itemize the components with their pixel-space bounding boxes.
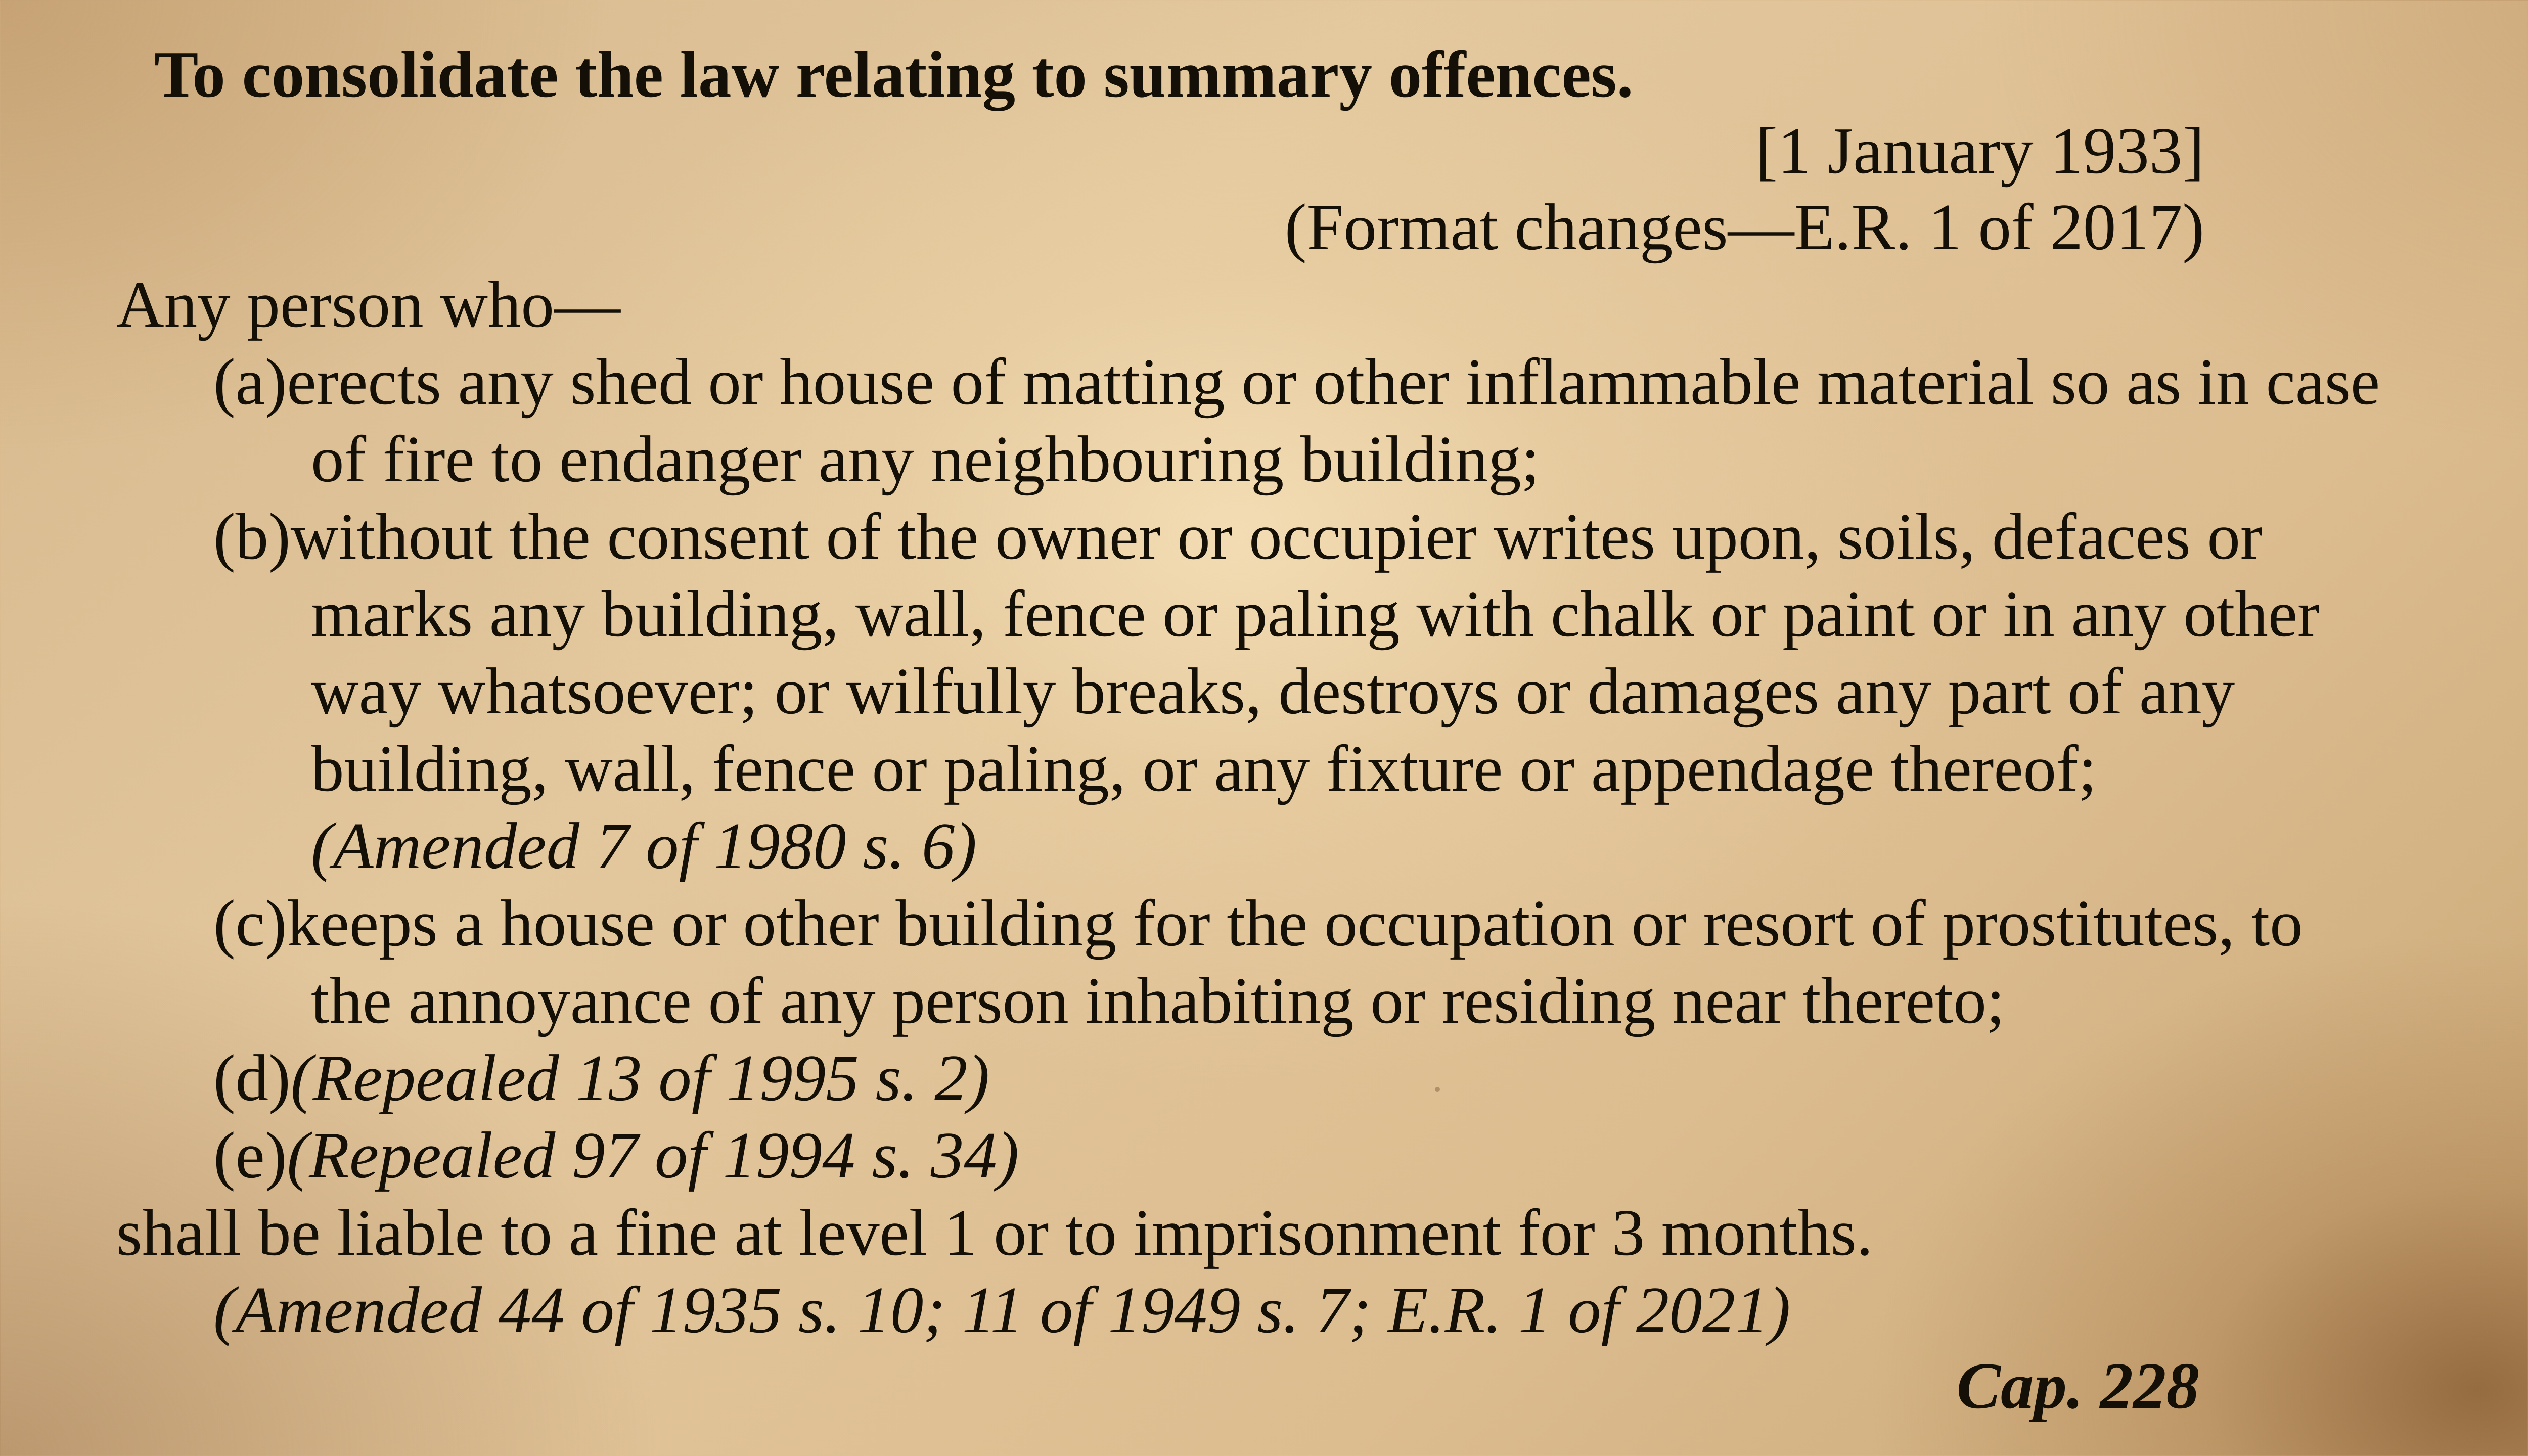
document-title: To consolidate the law relating to summary offences. bbox=[154, 38, 1634, 111]
clause-label: (b) bbox=[213, 500, 291, 573]
clause-repeal-note: (Repealed 97 of 1994 s. 34) bbox=[287, 1119, 1019, 1192]
clause-b-continuation: way whatsoever; or wilfully breaks, destroys or damages any part of any bbox=[311, 655, 2235, 728]
clause-c-continuation: the annoyance of any person inhabiting or residing near thereto; bbox=[311, 964, 2005, 1037]
clause-text: keeps a house or other building for the occupation or resort of prostitutes, to bbox=[287, 887, 2303, 960]
clause-text: erects any shed or house of matting or other inflammable material so as in case bbox=[287, 345, 2380, 419]
clause-a-continuation: of fire to endanger any neighbouring building; bbox=[311, 423, 1540, 496]
commencement-date: [1 January 1933] bbox=[1755, 114, 2204, 188]
clause-b-amendment-note: (Amended 7 of 1980 s. 6) bbox=[311, 809, 977, 883]
intro-text: Any person who— bbox=[116, 268, 620, 341]
clause-c bbox=[213, 887, 2303, 960]
penalty-amendment-note: (Amended 44 of 1935 s. 10; 11 of 1949 s. 7; E.R. 1 of 2021) bbox=[213, 1273, 1791, 1347]
clause-e bbox=[213, 1119, 1019, 1192]
clause-text: without the consent of the owner or occupier writes upon, soils, defaces or bbox=[290, 500, 2263, 573]
clause-d bbox=[213, 1041, 990, 1115]
clause-b-continuation: marks any building, wall, fence or paling with chalk or paint or in any other bbox=[311, 577, 2320, 651]
clause-b bbox=[213, 500, 2263, 573]
penalty-text: shall be liable to a fine at level 1 or to imprisonment for 3 months. bbox=[116, 1196, 1873, 1269]
format-change-note: (Format changes—E.R. 1 of 2017) bbox=[1284, 191, 2204, 264]
clause-repeal-note: (Repealed 13 of 1995 s. 2) bbox=[290, 1041, 990, 1115]
chapter-reference: Cap. 228 bbox=[1956, 1349, 2199, 1423]
clause-label: (e) bbox=[213, 1119, 287, 1192]
clause-label: (a) bbox=[213, 345, 287, 419]
clause-label: (c) bbox=[213, 887, 287, 960]
paper-speck bbox=[1435, 1087, 1440, 1092]
clause-label: (d) bbox=[213, 1041, 291, 1115]
clause-a bbox=[213, 345, 2380, 419]
clause-b-continuation: building, wall, fence or paling, or any fixture or appendage thereof; bbox=[311, 732, 2097, 805]
